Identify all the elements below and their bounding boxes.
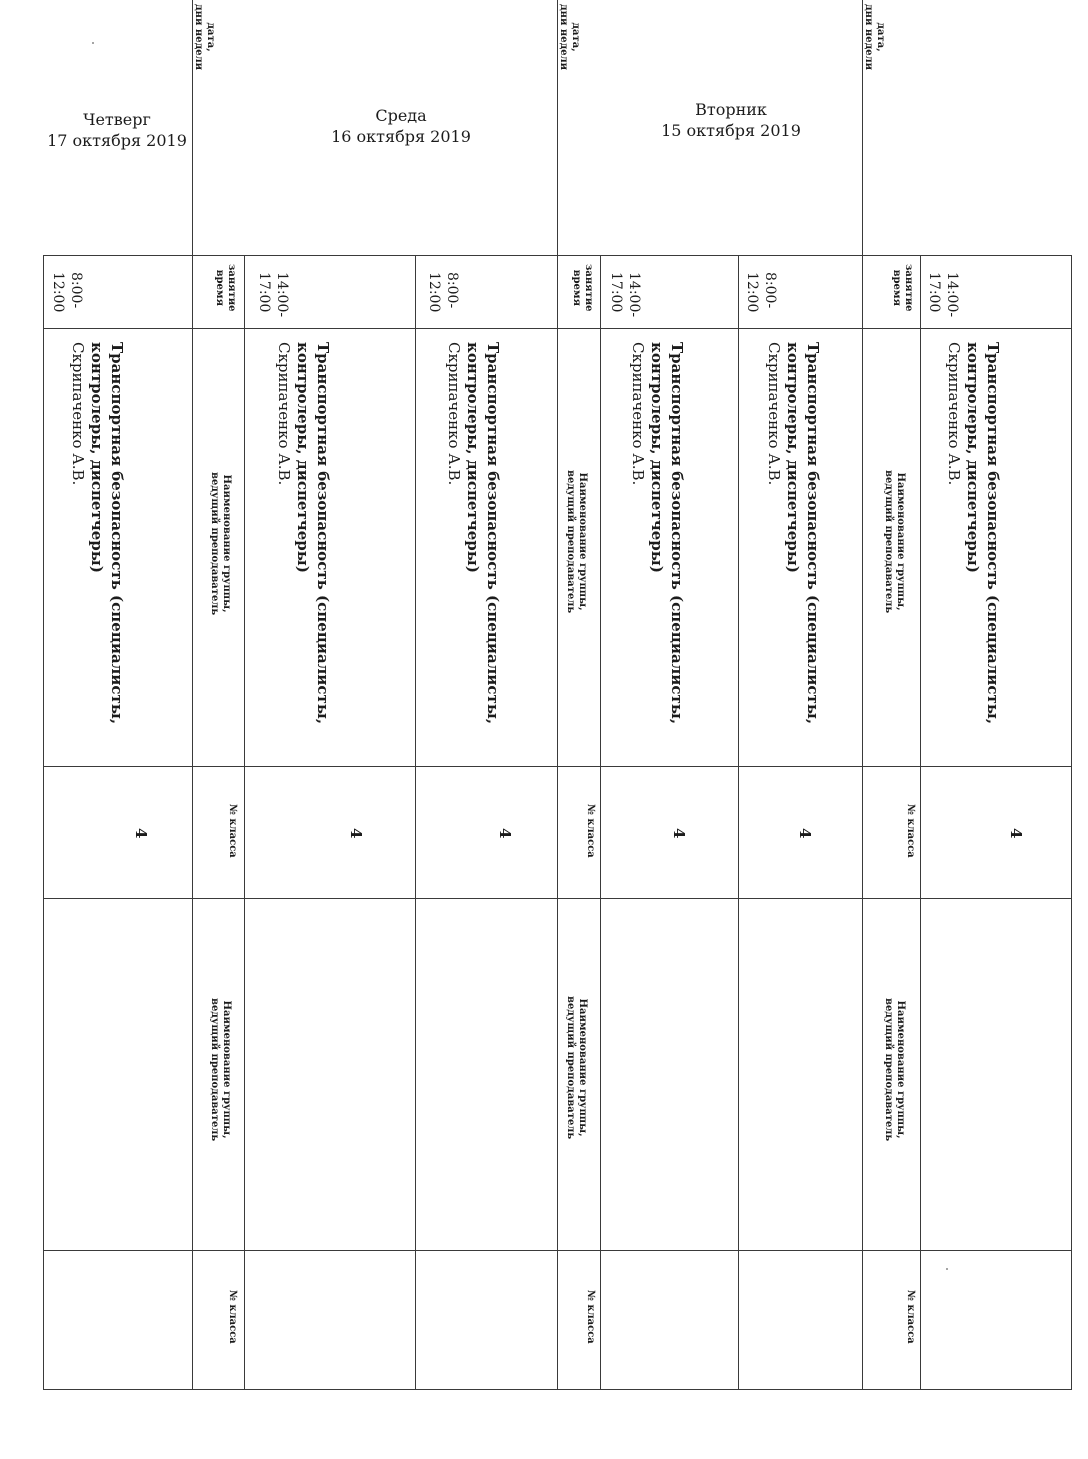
day-name: Четверг bbox=[83, 110, 151, 129]
header-class-no: № класса bbox=[585, 804, 596, 858]
header-class-no: № класса bbox=[905, 1290, 916, 1344]
grid-line bbox=[244, 255, 245, 1390]
header-class-no: № класса bbox=[227, 804, 238, 858]
header-group-teacher: Наименование группы, ведущий преподаватель bbox=[883, 470, 906, 614]
grid-line bbox=[600, 255, 601, 1390]
grid-line bbox=[43, 1389, 1072, 1390]
header-date-day: дата, дни недели bbox=[863, 4, 886, 71]
session-class-number: 4 bbox=[496, 828, 514, 839]
session-course: Транспортная безопасность (специалисты, контролеры, диспетчеры) Скрипаченко А.В. bbox=[69, 342, 126, 725]
day-date: 17 октября 2019 bbox=[47, 130, 187, 150]
header-class-no: № класса bbox=[905, 804, 916, 858]
grid-line bbox=[43, 898, 1072, 899]
session-course: Транспортная безопасность (специалисты, контролеры, диспетчеры) Скрипаченко А.В. bbox=[765, 342, 822, 725]
session-class-number: 4 bbox=[670, 828, 688, 839]
header-group-teacher: Наименование группы, ведущий преподаватель bbox=[209, 998, 232, 1142]
day-heading-tuesday bbox=[602, 100, 860, 142]
header-date-day: дата, дни недели bbox=[558, 4, 581, 71]
grid-line bbox=[738, 255, 739, 1390]
day-date: 15 октября 2019 bbox=[661, 120, 801, 140]
grid-line bbox=[1071, 255, 1072, 1390]
session-class-number: 4 bbox=[1007, 828, 1025, 839]
header-lesson-time: занятие время bbox=[891, 264, 914, 312]
day-heading-wednesday bbox=[246, 106, 556, 148]
session-time: 8:00- 12:00 bbox=[426, 272, 460, 313]
session-time: 14:00- 17:00 bbox=[256, 272, 290, 318]
scan-speck bbox=[946, 1268, 948, 1270]
header-group-teacher: Наименование группы, ведущий преподаватель bbox=[209, 472, 232, 616]
header-group-teacher: Наименование группы, ведущий преподаватель bbox=[565, 470, 588, 614]
grid-line bbox=[192, 0, 193, 1390]
header-class-no: № класса bbox=[585, 1290, 596, 1344]
day-name: Вторник bbox=[695, 100, 767, 119]
grid-line bbox=[43, 766, 1072, 767]
day-date: 16 октября 2019 bbox=[331, 126, 471, 146]
session-course: Транспортная безопасность (специалисты, контролеры, диспетчеры) Скрипаченко А.В. bbox=[629, 342, 686, 725]
session-time: 14:00- 17:00 bbox=[608, 272, 642, 318]
session-course: Транспортная безопасность (специалисты, контролеры, диспетчеры) Скрипаченко А.В. bbox=[945, 342, 1002, 725]
header-lesson-time: занятие время bbox=[571, 264, 594, 312]
session-time: 14:00- 17:00 bbox=[926, 272, 960, 318]
session-class-number: 4 bbox=[347, 828, 365, 839]
grid-line bbox=[862, 0, 863, 1390]
header-date-day: дата, дни недели bbox=[193, 4, 216, 71]
grid-line bbox=[43, 255, 1072, 256]
day-name: Среда bbox=[375, 106, 427, 125]
grid-line bbox=[43, 1250, 1072, 1251]
session-time: 8:00- 12:00 bbox=[744, 272, 778, 313]
session-course: Транспортная безопасность (специалисты, контролеры, диспетчеры) Скрипаченко А.В. bbox=[275, 342, 332, 725]
grid-line bbox=[415, 255, 416, 1390]
session-time: 8:00- 12:00 bbox=[50, 272, 84, 313]
scan-speck bbox=[92, 42, 94, 44]
session-course: Транспортная безопасность (специалисты, контролеры, диспетчеры) Скрипаченко А.В. bbox=[445, 342, 502, 725]
session-class-number: 4 bbox=[132, 828, 150, 839]
grid-line bbox=[557, 0, 558, 1390]
day-heading-thursday bbox=[44, 110, 190, 152]
grid-line bbox=[43, 328, 1072, 329]
grid-line bbox=[920, 255, 921, 1390]
session-class-number: 4 bbox=[796, 828, 814, 839]
header-group-teacher: Наименование группы, ведущий преподаватель bbox=[565, 996, 588, 1140]
header-group-teacher: Наименование группы, ведущий преподаватель bbox=[883, 998, 906, 1142]
header-lesson-time: занятие время bbox=[214, 264, 237, 312]
grid-line bbox=[43, 255, 44, 1390]
header-class-no: № класса bbox=[227, 1290, 238, 1344]
